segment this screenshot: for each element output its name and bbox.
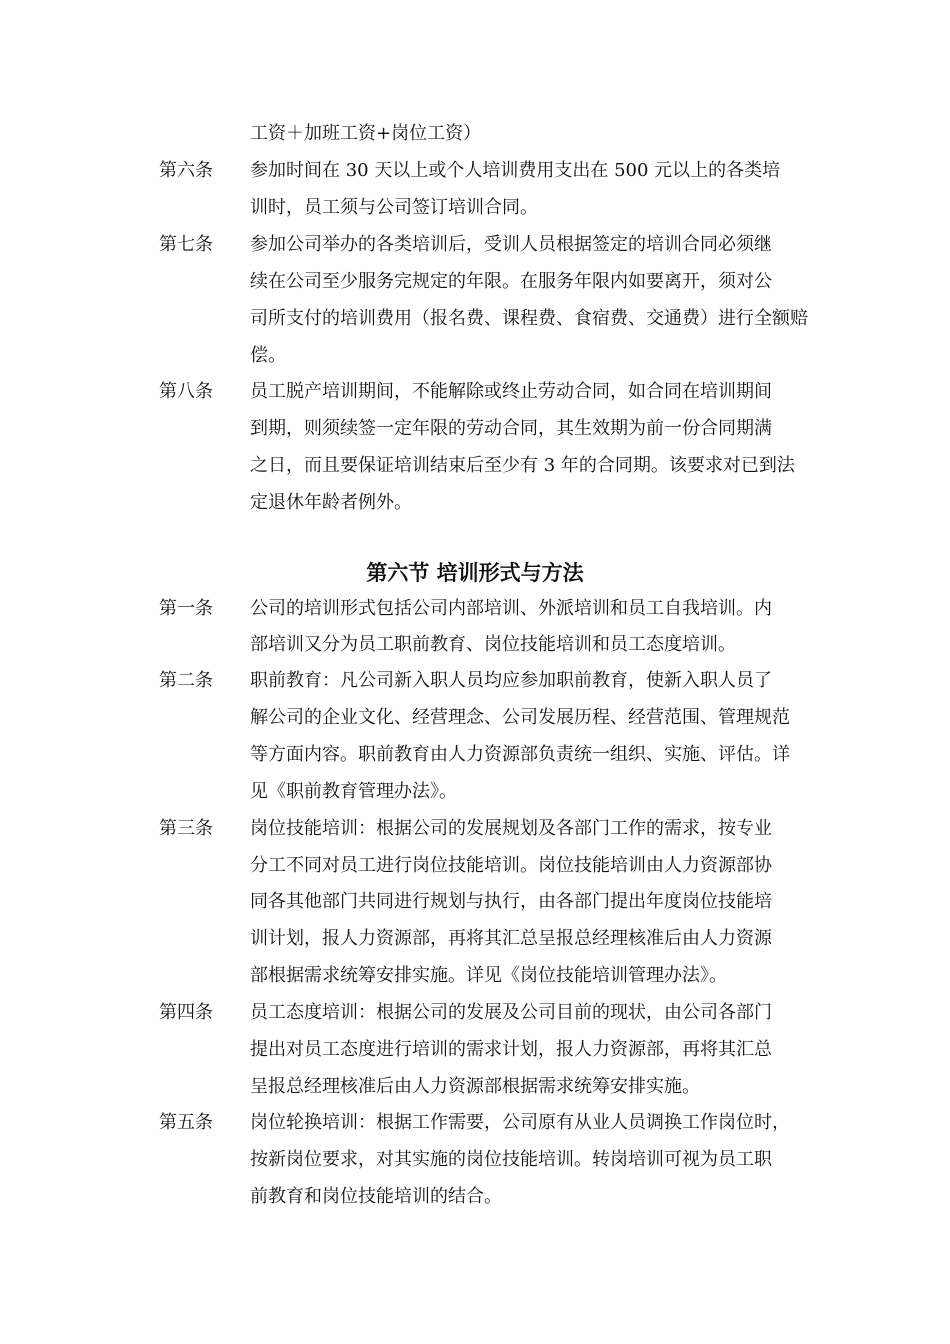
article-label: 第八条: [159, 381, 213, 402]
article-text-line: 参加公司举办的各类培训后，受训人员根据签定的培训合同必须继: [250, 234, 772, 255]
article-text-line: 部根据需求统筹安排实施。详见《岗位技能培训管理办法》。: [250, 965, 727, 986]
article-text-line: 呈报总经理核准后由人力资源部根据需求统筹安排实施。: [250, 1076, 700, 1097]
article-label: 第四条: [159, 1002, 213, 1023]
article-text-line: 等方面内容。职前教育由人力资源部负责统一组织、实施、评估。详: [250, 744, 790, 765]
article-label: 第三条: [159, 818, 213, 839]
article-text-line: 训时，员工须与公司签订培训合同。: [250, 197, 538, 218]
article-label: 第二条: [159, 670, 213, 691]
article-text-line: 按新岗位要求，对其实施的岗位技能培训。转岗培训可视为员工职: [250, 1149, 772, 1170]
article-text-line: 定退休年龄者例外。: [250, 492, 412, 513]
article-text-line: 司所支付的培训费用（报名费、课程费、食宿费、交通费）进行全额赔: [250, 308, 808, 329]
article-text-line: 岗位技能培训：根据公司的发展规划及各部门工作的需求，按专业: [250, 818, 772, 839]
article-text-line: 公司的培训形式包括公司内部培训、外派培训和员工自我培训。内: [250, 598, 772, 619]
article-text-line: 参加时间在 30 天以上或个人培训费用支出在 500 元以上的各类培: [250, 160, 781, 181]
article-text-line: 解公司的企业文化、经营理念、公司发展历程、经营范围、管理规范: [250, 707, 790, 728]
article-text-line: 之日，而且要保证培训结束后至少有 3 年的合同期。该要求对已到法: [250, 455, 795, 476]
article-text-line: 训计划，报人力资源部，再将其汇总呈报总经理核准后由人力资源: [250, 928, 772, 949]
article-text-line: 到期，则须续签一定年限的劳动合同，其生效期为前一份合同期满: [250, 418, 772, 439]
article-text-line: 偿。: [250, 345, 286, 366]
article-label: 第五条: [159, 1112, 213, 1133]
article-text-line: 部培训又分为员工职前教育、岗位技能培训和员工态度培训。: [250, 634, 736, 655]
article-text-line: 岗位轮换培训：根据工作需要，公司原有从业人员调换工作岗位时，: [250, 1112, 790, 1133]
article-label: 第一条: [159, 598, 213, 619]
continuation-line: 工资＋加班工资+岗位工资）: [250, 123, 482, 144]
article-text-line: 前教育和岗位技能培训的结合。: [250, 1186, 502, 1207]
article-text-line: 员工脱产培训期间，不能解除或终止劳动合同，如合同在培训期间: [250, 381, 772, 402]
article-label: 第六条: [159, 160, 213, 181]
article-text-line: 分工不同对员工进行岗位技能培训。岗位技能培训由人力资源部协: [250, 855, 772, 876]
article-text-line: 见《职前教育管理办法》。: [250, 781, 457, 802]
article-label: 第七条: [159, 234, 213, 255]
article-text-line: 续在公司至少服务完规定的年限。在服务年限内如要离开，须对公: [250, 271, 772, 292]
article-text-line: 职前教育：凡公司新入职人员均应参加职前教育，使新入职人员了: [250, 670, 772, 691]
article-text-line: 员工态度培训：根据公司的发展及公司目前的现状，由公司各部门: [250, 1002, 772, 1023]
article-text-line: 同各其他部门共同进行规划与执行，由各部门提出年度岗位技能培: [250, 891, 772, 912]
article-text-line: 提出对员工态度进行培训的需求计划，报人力资源部，再将其汇总: [250, 1039, 772, 1060]
section-title: 第六节 培训形式与方法: [366, 561, 584, 585]
